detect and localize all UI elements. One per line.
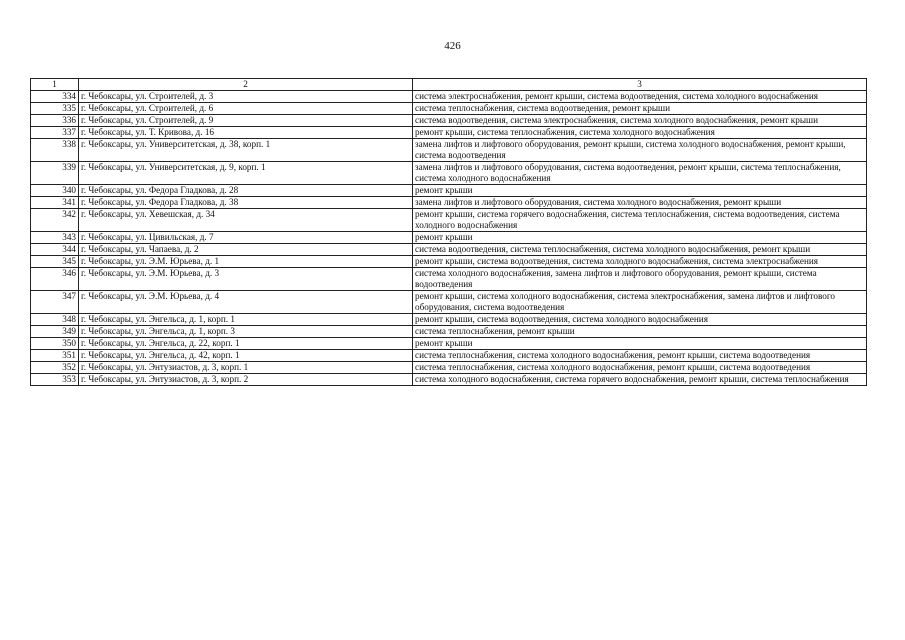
header-row [31, 79, 867, 91]
table-row [31, 115, 867, 127]
page-number: 426 [444, 40, 461, 52]
row-number-cell: 336 [31, 115, 79, 127]
table-row [31, 103, 867, 115]
row-number-cell: 334 [31, 91, 79, 103]
table-row [31, 197, 867, 209]
address-cell: г. Чебоксары, ул. Строителей, д. 3 [79, 91, 413, 103]
works-cell: ремонт крыши [413, 338, 867, 350]
address-cell: г. Чебоксары, ул. Строителей, д. 9 [79, 115, 413, 127]
row-number-cell: 341 [31, 197, 79, 209]
address-cell: г. Чебоксары, ул. Э.М. Юрьева, д. 1 [79, 256, 413, 268]
address-cell: г. Чебоксары, ул. Энгельса, д. 42, корп. 1 [79, 350, 413, 362]
row-number-cell: 347 [31, 291, 79, 314]
address-cell: г. Чебоксары, ул. Строителей, д. 6 [79, 103, 413, 115]
address-cell: г. Чебоксары, ул. Федора Гладкова, д. 28 [79, 185, 413, 197]
table-row [31, 374, 867, 386]
column-header-address: 2 [79, 79, 413, 91]
table-row [31, 209, 867, 232]
address-cell: г. Чебоксары, ул. Энгельса, д. 1, корп. 3 [79, 326, 413, 338]
table-row [31, 232, 867, 244]
row-number-cell: 338 [31, 139, 79, 162]
address-cell: г. Чебоксары, ул. Хевешская, д. 34 [79, 209, 413, 232]
address-cell: г. Чебоксары, ул. Университетская, д. 38, корп. 1 [79, 139, 413, 162]
table-row [31, 127, 867, 139]
column-header-works: 3 [413, 79, 867, 91]
works-cell: система теплоснабжения, система холодного водоснабжения, ремонт крыши, система водоотведения [413, 362, 867, 374]
works-cell: замена лифтов и лифтового оборудования, система водоотведения, ремонт крыши, система теплоснабжения, система холодного водоснабжения [413, 162, 867, 185]
address-cell: г. Чебоксары, ул. Энтузиастов, д. 3, корп. 1 [79, 362, 413, 374]
registry-table [30, 78, 867, 386]
address-cell: г. Чебоксары, ул. Э.М. Юрьева, д. 3 [79, 268, 413, 291]
table-row [31, 326, 867, 338]
table-row [31, 314, 867, 326]
works-cell: система теплоснабжения, система водоотведения, ремонт крыши [413, 103, 867, 115]
address-cell: г. Чебоксары, ул. Э.М. Юрьева, д. 4 [79, 291, 413, 314]
table-row [31, 268, 867, 291]
address-cell: г. Чебоксары, ул. Энгельса, д. 1, корп. 1 [79, 314, 413, 326]
works-cell: замена лифтов и лифтового оборудования, ремонт крыши, система холодного водоснабжения, ремонт крыши, система водоотведения [413, 139, 867, 162]
address-cell: г. Чебоксары, ул. Энтузиастов, д. 3, корп. 2 [79, 374, 413, 386]
table-row [31, 162, 867, 185]
table-row [31, 244, 867, 256]
table-row [31, 91, 867, 103]
row-number-cell: 343 [31, 232, 79, 244]
row-number-cell: 346 [31, 268, 79, 291]
address-cell: г. Чебоксары, ул. Чапаева, д. 2 [79, 244, 413, 256]
works-cell: система теплоснабжения, ремонт крыши [413, 326, 867, 338]
table-row [31, 338, 867, 350]
works-cell: ремонт крыши, система теплоснабжения, система холодного водоснабжения [413, 127, 867, 139]
row-number-cell: 352 [31, 362, 79, 374]
works-cell: ремонт крыши, система холодного водоснабжения, система электроснабжения, замена лифтов и лифтового оборудования, система водоотведения [413, 291, 867, 314]
row-number-cell: 342 [31, 209, 79, 232]
address-cell: г. Чебоксары, ул. Федора Гладкова, д. 38 [79, 197, 413, 209]
row-number-cell: 340 [31, 185, 79, 197]
row-number-cell: 351 [31, 350, 79, 362]
address-cell: г. Чебоксары, ул. Энгельса, д. 22, корп. 1 [79, 338, 413, 350]
works-cell: система водоотведения, система теплоснабжения, система холодного водоснабжения, ремонт крыши [413, 244, 867, 256]
works-cell: система холодного водоснабжения, замена лифтов и лифтового оборудования, ремонт крыши, система водоотведения [413, 268, 867, 291]
row-number-cell: 337 [31, 127, 79, 139]
works-cell: ремонт крыши, система водоотведения, система холодного водоснабжения, система электроснабжения [413, 256, 867, 268]
row-number-cell: 335 [31, 103, 79, 115]
row-number-cell: 353 [31, 374, 79, 386]
column-header-number: 1 [31, 79, 79, 91]
works-cell: система холодного водоснабжения, система горячего водоснабжения, ремонт крыши, система теплоснабжения [413, 374, 867, 386]
row-number-cell: 348 [31, 314, 79, 326]
works-cell: система водоотведения, система электроснабжения, система холодного водоснабжения, ремонт крыши [413, 115, 867, 127]
row-number-cell: 350 [31, 338, 79, 350]
address-cell: г. Чебоксары, ул. Цивильская, д. 7 [79, 232, 413, 244]
table-row [31, 256, 867, 268]
works-cell: ремонт крыши, система водоотведения, система холодного водоснабжения [413, 314, 867, 326]
works-cell: ремонт крыши [413, 185, 867, 197]
row-number-cell: 339 [31, 162, 79, 185]
row-number-cell: 345 [31, 256, 79, 268]
works-cell: система теплоснабжения, система холодного водоснабжения, ремонт крыши, система водоотведения [413, 350, 867, 362]
works-cell: замена лифтов и лифтового оборудования, система холодного водоснабжения, ремонт крыши [413, 197, 867, 209]
works-cell: ремонт крыши [413, 232, 867, 244]
works-cell: система электроснабжения, ремонт крыши, система водоотведения, система холодного водоснабжения [413, 91, 867, 103]
row-number-cell: 344 [31, 244, 79, 256]
table-row [31, 185, 867, 197]
table-row [31, 139, 867, 162]
address-cell: г. Чебоксары, ул. Т. Кривова, д. 16 [79, 127, 413, 139]
table-row [31, 291, 867, 314]
table-row [31, 362, 867, 374]
table-row [31, 350, 867, 362]
works-cell: ремонт крыши, система горячего водоснабжения, система теплоснабжения, система водоотведения, система холодного водоснабжения [413, 209, 867, 232]
row-number-cell: 349 [31, 326, 79, 338]
address-cell: г. Чебоксары, ул. Университетская, д. 9, корп. 1 [79, 162, 413, 185]
